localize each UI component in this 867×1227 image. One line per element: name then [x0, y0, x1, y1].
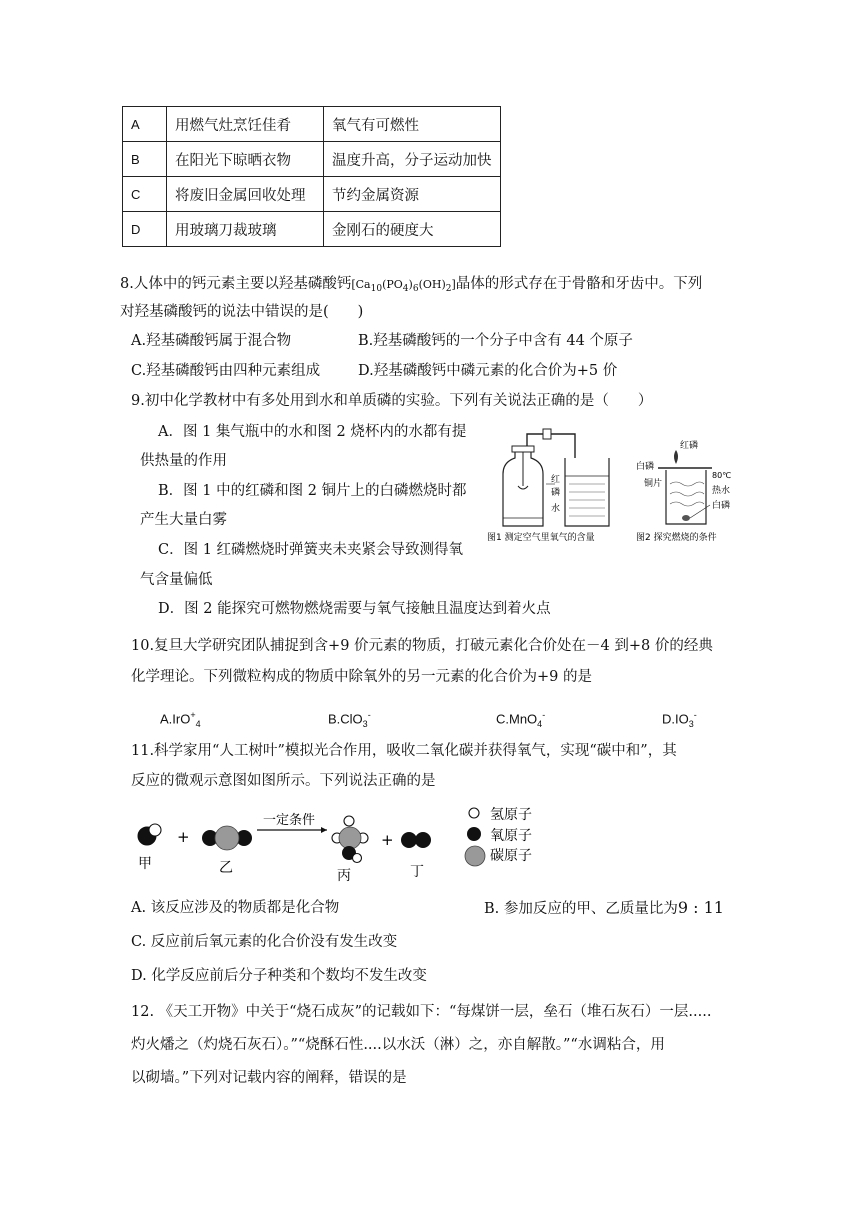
table-cell: 氧气有可燃性: [324, 107, 501, 142]
oxygen-atom-shape: [401, 832, 417, 848]
hydrogen-atom-shape: [149, 824, 161, 836]
hydrogen-atom-shape: [344, 816, 354, 826]
label-ding: 丁: [410, 864, 424, 880]
q9-option-b-line1: B．图 1 中的红磷和图 2 铜片上的白磷燃烧时都: [158, 483, 467, 499]
table-cell: 温度升高，分子运动加快: [324, 142, 501, 177]
fig2-label-temp: 80℃: [712, 471, 732, 480]
label-bing: 丙: [337, 868, 351, 884]
table-cell: C: [123, 177, 167, 212]
q10-option-a: [160, 705, 201, 734]
spoon-bowl: [518, 486, 528, 489]
q8-option-a: A.羟基磷酸钙属于混合物: [131, 333, 292, 349]
label-pointer: [690, 505, 710, 518]
spring-clip: [543, 429, 551, 439]
formula-part: C.MnO: [496, 711, 538, 727]
formula-sub: 2: [445, 284, 452, 295]
formula-part: ]: [451, 278, 456, 291]
label-yi: 乙: [219, 860, 233, 876]
molecule-jia: [138, 824, 161, 845]
q11-stem-line1: 11.科学家用“人工树叶”模拟光合作用，吸收二氧化碳并获得氧气，实现“碳中和”，其: [131, 743, 677, 759]
formula-sub: 4: [402, 284, 409, 295]
legend-hydrogen-label: 氢原子: [490, 807, 532, 823]
q11-option-c: C. 反应前后氧元素的化合价没有发生改变: [131, 934, 398, 950]
option-table-body: [123, 107, 501, 247]
table-row: [123, 142, 501, 177]
reaction-condition: 一定条件: [263, 813, 316, 828]
arrow-head-icon: [321, 827, 327, 833]
q11-stem-line2: 反应的微观示意图如图所示。下列说法正确的是: [131, 773, 436, 789]
q11-option-b: [484, 898, 724, 919]
q12-line3: 以砌墙。”下列对记载内容的阐释，错误的是: [131, 1070, 407, 1086]
q12-line1: 12. 《天工开物》中关于“烧石成灰”的记载如下：“每煤饼一层，垒石（堆石灰石）一层.....: [131, 1004, 712, 1020]
formula-part: ): [408, 278, 413, 291]
q11-option-d: D. 化学反应前后分子种类和个数均不发生改变: [131, 968, 427, 984]
table-cell: 将废旧金属回收处理: [167, 177, 324, 212]
hot-water-waves: [670, 482, 704, 506]
fig1-label-water: 水: [551, 504, 561, 514]
figure-1-oxygen-apparatus: [485, 418, 630, 548]
plus-sign: +: [177, 828, 190, 846]
carbon-atom-shape: [339, 827, 361, 849]
formula-sup: -: [367, 710, 371, 720]
q9-option-a-line1: A．图 1 集气瓶中的水和图 2 烧杯内的水都有提: [158, 424, 467, 440]
table-cell: 用燃气灶烹饪佳肴: [167, 107, 324, 142]
q11-option-a: A. 该反应涉及的物质都是化合物: [131, 900, 340, 916]
q8-formula: [351, 278, 456, 295]
q9-option-a-line2: 供热量的作用: [140, 453, 227, 469]
formula-sub: 4: [537, 718, 543, 729]
q9-option-c-line1: C．图 1 红磷燃烧时弹簧夹未夹紧会导致测得氧: [158, 542, 464, 558]
flame-icon: [674, 450, 678, 464]
carbon-atom-shape: [215, 826, 239, 850]
table-cell: B: [123, 142, 167, 177]
q10-option-b: [328, 705, 371, 734]
formula-part: (OH): [418, 278, 446, 291]
hydrogen-atom-shape: [353, 854, 362, 863]
formula-sub: 6: [412, 284, 419, 295]
formula-sub: 3: [362, 718, 368, 729]
white-phosphorus-shape: [682, 515, 690, 521]
formula-part: B.ClO: [328, 711, 363, 727]
q8-stem-text: 晶体的形式存在于骨骼和牙齿中。下列: [455, 276, 703, 292]
fig2-label-white-p: 白磷: [636, 462, 655, 472]
formula-sub: 4: [195, 718, 201, 729]
formula-sup: -: [693, 710, 697, 720]
fig2-caption: 图2 探究燃烧的条件: [636, 533, 717, 543]
q9-option-c-line2: 气含量偏低: [140, 572, 213, 588]
fig2-label-red-p: 红磷: [680, 441, 699, 451]
stopper-shape: [512, 446, 534, 452]
formula-sup: +: [190, 710, 196, 720]
q8-stem-line1: [120, 274, 702, 299]
q8-stem-text: 8.人体中的钙元素主要以羟基磷酸钙: [120, 276, 352, 292]
q8-stem-line2: 对羟基磷酸钙的说法中错误的是( ): [120, 304, 364, 320]
option-table: [122, 106, 501, 247]
table-cell: D: [123, 212, 167, 247]
table-row: [123, 107, 501, 142]
table-cell: 用玻璃刀裁玻璃: [167, 212, 324, 247]
formula-sup: -: [542, 710, 546, 720]
q8-option-c: C.羟基磷酸钙由四种元素组成: [131, 363, 321, 379]
oxygen-atom-shape: [415, 832, 431, 848]
q9-option-d: D．图 2 能探究可燃物燃烧需要与氧气接触且温度达到着火点: [158, 601, 551, 617]
q8-option-d: D.羟基磷酸钙中磷元素的化合价为+5 价: [358, 363, 618, 379]
molecule-yi: [202, 826, 252, 850]
q10-option-d: [662, 705, 697, 734]
formula-sub: 10: [370, 284, 383, 295]
formula-part: A.IrO: [160, 711, 191, 727]
fig1-label-red: 红: [551, 475, 561, 485]
beaker-water-hatch: [569, 484, 605, 516]
q9-option-b-line2: 产生大量白雾: [140, 512, 227, 528]
plus-sign: +: [381, 831, 394, 849]
q8-option-b: B.羟基磷酸钙的一个分子中含有 44 个原子: [358, 333, 633, 349]
fig2-label-hot-water: 热水: [712, 486, 731, 496]
q9-stem: 9.初中化学教材中有多处用到水和单质磷的实验。下列有关说法正确的是（ ）: [131, 393, 653, 409]
table-cell: 金刚石的硬度大: [324, 212, 501, 247]
fig1-label-p: 磷: [551, 488, 561, 498]
table-row: [123, 212, 501, 247]
formula-part: D.IO: [662, 711, 689, 727]
formula-part: (PO: [382, 278, 403, 291]
molecule-bing: [332, 816, 368, 863]
q10-option-c: [496, 705, 545, 734]
fig2-label-white-p2: 白磷: [712, 501, 731, 511]
q12-line2: 灼火燔之（灼烧石灰石）。”“烧酥石性....以水沃（淋）之，亦自解散。”“水调粘合，用: [131, 1037, 665, 1053]
legend-oxygen-label: 氧原子: [490, 828, 532, 844]
table-cell: 在阳光下晾晒衣物: [167, 142, 324, 177]
q11-option-b-ratio: 9 : 11: [677, 898, 724, 917]
label-jia: 甲: [138, 856, 152, 872]
q11-reaction-diagram: [125, 800, 565, 885]
fig2-label-cu: 铜片: [644, 479, 663, 489]
legend-carbon-icon: [465, 846, 485, 866]
legend-hydrogen-icon: [469, 808, 479, 818]
q10-stem-line1: 10.复旦大学研究团队捕捉到含+9 价元素的物质，打破元素化合价处在－4 到+8 价的经典: [131, 638, 713, 654]
q11-option-b-text: B. 参加反应的甲、乙质量比为: [484, 901, 678, 917]
molecule-ding: [401, 832, 431, 848]
table-cell: A: [123, 107, 167, 142]
formula-sub: 3: [688, 718, 694, 729]
legend-carbon-label: 碳原子: [490, 848, 532, 864]
fig1-caption: 图1 测定空气里氧气的含量: [487, 533, 595, 543]
table-cell: 节约金属资源: [324, 177, 501, 212]
legend-oxygen-icon: [467, 827, 481, 841]
formula-part: [Ca: [351, 278, 371, 291]
table-row: [123, 177, 501, 212]
figure-2-combustion-apparatus: [632, 438, 762, 548]
q10-stem-line2: 化学理论。下列微粒构成的物质中除氧外的另一元素的化合价为+9 的是: [131, 669, 592, 685]
